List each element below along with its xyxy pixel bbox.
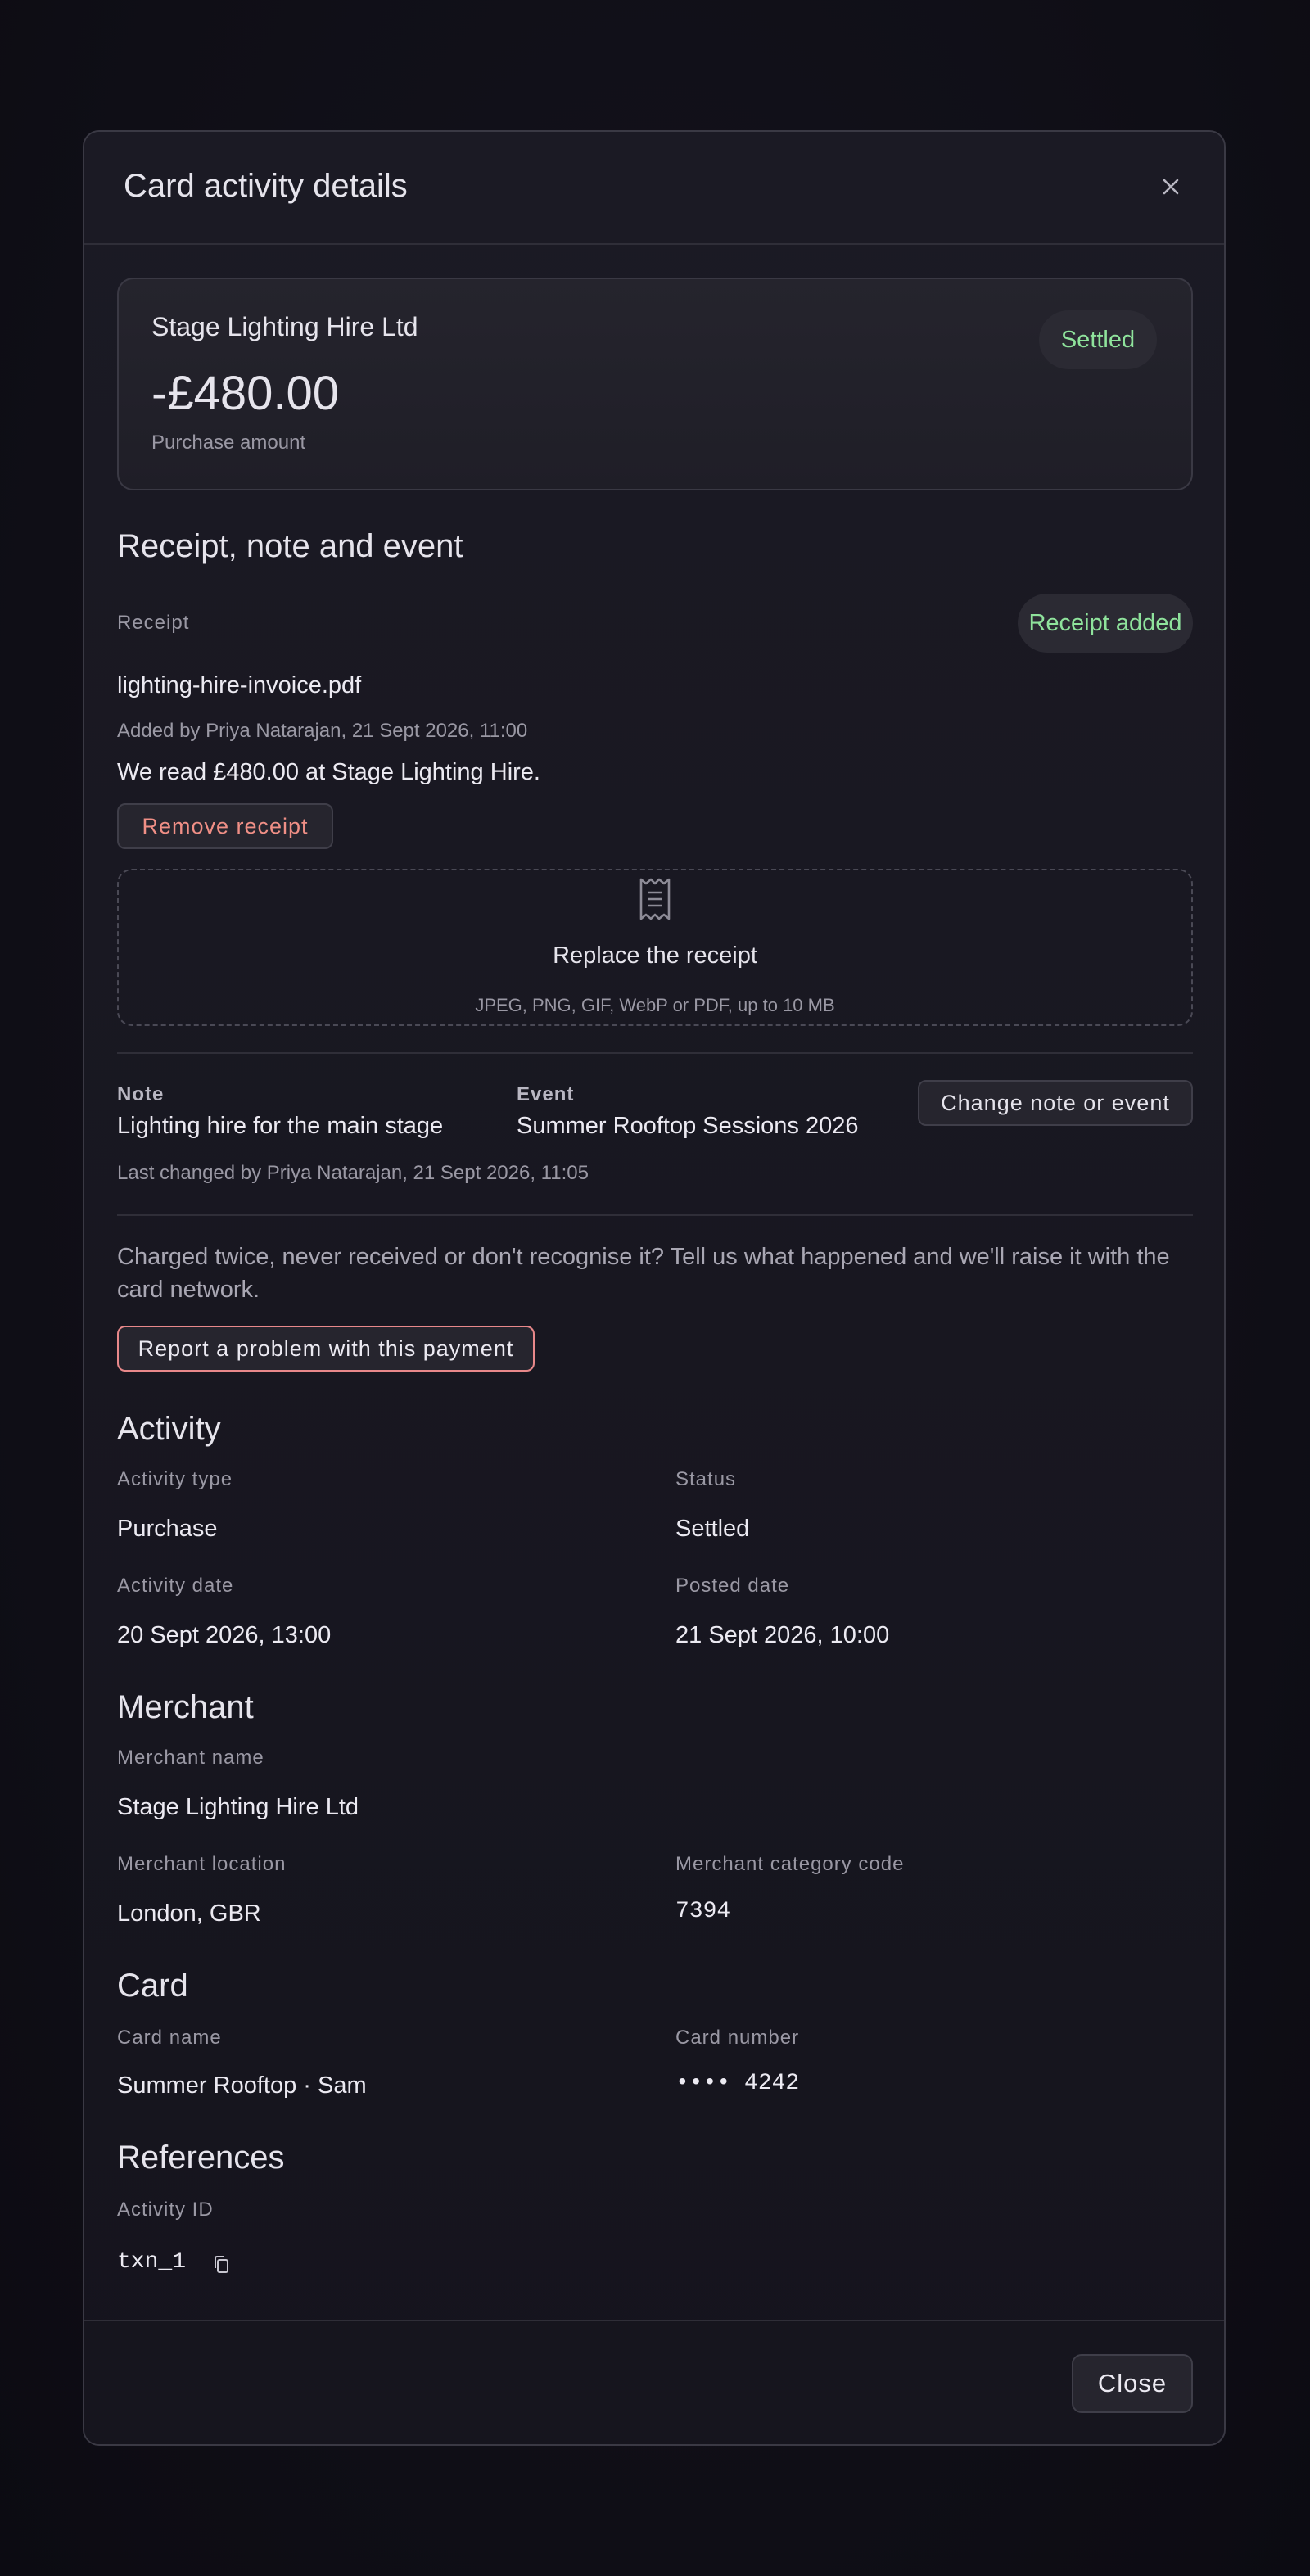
close-button[interactable]: Close: [1072, 2354, 1193, 2413]
posted-date-value: 21 Sept 2026, 10:00: [675, 1622, 890, 1648]
receipt-file-name: lighting-hire-invoice.pdf: [117, 672, 362, 698]
card-name-label: Card name: [117, 2027, 222, 2049]
replace-receipt-label: Replace the receipt: [553, 942, 757, 969]
merchant-name-label: Merchant name: [117, 1747, 264, 1769]
status-badge: Settled: [1039, 310, 1157, 369]
receipt-label: Receipt: [117, 612, 190, 634]
replace-receipt-dropzone[interactable]: [117, 869, 1193, 1026]
receipt-added-by: Added by Priya Natarajan, 21 Sept 2026, 11:00: [117, 720, 528, 742]
merchant-location-value: London, GBR: [117, 1900, 261, 1927]
card-heading: Card: [117, 1968, 188, 2004]
transaction-summary-card: [117, 278, 1193, 490]
report-problem-button[interactable]: Report a problem with this payment: [117, 1326, 535, 1372]
note-value: Lighting hire for the main stage: [117, 1113, 444, 1139]
activity-date-label: Activity date: [117, 1575, 234, 1597]
activity-status-label: Status: [675, 1468, 737, 1490]
upload-hint: JPEG, PNG, GIF, WebP or PDF, up to 10 MB: [475, 995, 835, 1015]
activity-heading: Activity: [117, 1411, 221, 1447]
references-heading: References: [117, 2140, 285, 2176]
divider: [117, 1052, 1193, 1054]
activity-date-value: 20 Sept 2026, 13:00: [117, 1622, 332, 1648]
activity-status-value: Settled: [675, 1516, 750, 1542]
merchant-heading: Merchant: [117, 1689, 254, 1725]
summary-merchant-name: Stage Lighting Hire Ltd: [151, 312, 418, 341]
report-problem-text: Charged twice, never received or don't recognise it? Tell us what happened and we'll raise it with the card network.: [117, 1244, 1170, 1303]
remove-receipt-button[interactable]: Remove receipt: [117, 803, 333, 849]
event-label: Event: [517, 1083, 575, 1105]
dialog-header: [84, 132, 1224, 245]
receipt-section-heading: Receipt, note and event: [117, 528, 463, 564]
event-value: Summer Rooftop Sessions 2026: [517, 1113, 859, 1139]
merchant-name-value: Stage Lighting Hire Ltd: [117, 1794, 359, 1820]
note-label: Note: [117, 1083, 165, 1105]
purchase-amount: -£480.00: [151, 367, 339, 420]
divider: [117, 1214, 1193, 1216]
card-activity-dialog: [83, 130, 1226, 2446]
activity-id-label: Activity ID: [117, 2199, 214, 2221]
change-note-or-event-button[interactable]: Change note or event: [918, 1080, 1193, 1126]
dialog-footer: [84, 2320, 1224, 2446]
receipt-icon: [638, 877, 672, 921]
merchant-category-code-value: 7394: [675, 1899, 731, 1924]
card-number-label: Card number: [675, 2027, 800, 2049]
activity-type-value: Purchase: [117, 1516, 218, 1542]
card-number-value: •••• 4242: [675, 2071, 800, 2096]
receipt-read-text: We read £480.00 at Stage Lighting Hire.: [117, 759, 540, 785]
close-icon[interactable]: [1157, 173, 1185, 201]
card-name-value: Summer Rooftop · Sam: [117, 2072, 367, 2099]
posted-date-label: Posted date: [675, 1575, 790, 1597]
copy-icon[interactable]: [212, 2254, 230, 2275]
note-last-changed: Last changed by Priya Natarajan, 21 Sept 2026, 11:05: [117, 1162, 589, 1184]
activity-id-value: txn_1: [117, 2249, 187, 2275]
receipt-added-badge: Receipt added: [1018, 594, 1193, 653]
purchase-amount-label: Purchase amount: [151, 432, 306, 454]
merchant-category-code-label: Merchant category code: [675, 1853, 905, 1875]
dialog-title: Card activity details: [124, 168, 408, 204]
merchant-location-label: Merchant location: [117, 1853, 287, 1875]
activity-type-label: Activity type: [117, 1468, 233, 1490]
